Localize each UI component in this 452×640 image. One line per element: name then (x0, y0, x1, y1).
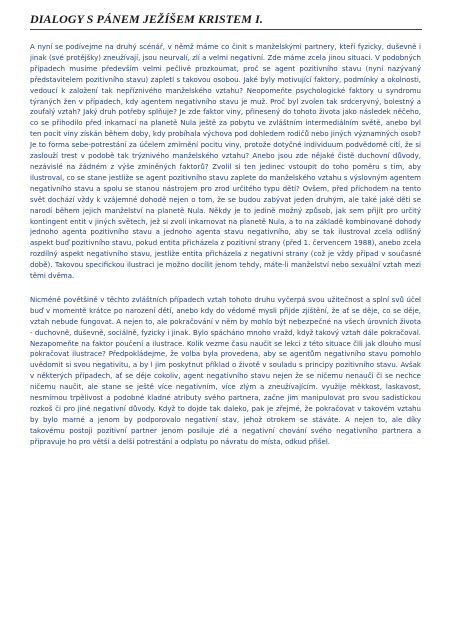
title-underline (30, 29, 422, 30)
document-header (30, 12, 422, 30)
paragraph-2: Nicméně povětšině v těchto zvláštních případech vztah tohoto druhu vyčerpá svou užitečnost a splní svů účel buď v momentě krátce po narození dětí, anebo kdy do vědomé mysli přijde zjištění, že ať se děje, co se děje, vztah nebude fungovat. A nejen to, ale pokračování v něm by mohlo být nebezpečné na všech úrovních života - duchovně, duševně, sociálně, fyzicky i jinak. Bylo spácháno mnoho vražd, když takový vztah dále pokračoval. Nezapomeňte na faktor poučení a ilustrace. Kolik vezme času naučit se lekci z této situace čili jak dlouho musí pokračovat ilustrace? Předpokládejme, že volba byla provedena, aby se agentům negativního stavu pomohlo uvědomit si svou negativitu, a by l jim poskytnut příklad o životě v souladu s principy pozitivního stavu. Avšak v některých případech, ať se děje cokoliv, agent negativního stavu nejen že se ničemu nenaučí či se nechce ničemu naučit, ale stane se ještě více negativním, více zlým a zneužívajícím. využije měkkost, laskavost, nesmírnou trpělivost a podobné kladné atributy svého partnera, začne jím manipulovat pro svou sadistickou rozkoš či pro jiné negativní důvody. Když to dojde tak daleko, pak je zřejmé, že pokračovat v takovém vztahu by bylo marné a jenom by podporovalo negativní stav, jehož otrokem se stáváte. A nejen to, ale díky takovému postoji pozitivní partner jenom posiluje zlé a negativní chování svého negativního partnera a připravuje ho pro větší a delší potrestání a odplatu po návratu do místa, odkud přišel. (30, 295, 421, 446)
document-body (30, 42, 421, 448)
page-title: DIALOGY S PÁNEM JEŽÍŠEM KRISTEM I. (30, 12, 264, 26)
paragraph-1: A nyní se podívejme na druhý scénář, v němž máme co činit s manželskými partnery, kteří fyzicky, duševně i jinak (své protějšky) zneužívají, jsou neurvalí, zlí a velmi negativní. Zde máme zcela jinou situaci. V podobných případech musíme především velmi pečlivě prozkoumat, proč se agent pozitivního stavu (nyní nazývaný představitelem pozitivního stavu) zapletl s takovou osobou. Jaké byly motivující faktory, podmínky a okolnosti, vedoucí k založení tak nepříznivého manželského vztahu? Neopomeňte psychologické faktory u syndromu týraných žen v případech, kdy agentem negativního stavu je muž. Proč byl zvolen tak srdceryvný, bolestný a zoufalý vztah? Jaký druh potřeby splňuje? Je zde faktor viny, přinesený do tohoto života jako následek něčeho, co se přihodilo před inkarnací na planetě Nula ještě za pobytu ve zvláštním intermediálním světě, anebo byl ten pocit viny získán během doby, kdy probíhala výchova pod dohledem rodičů nebo jiných významných osob? Je to forma sebe-potrestání za účelem zmírnění pocitu viny, protože dotyčné individuum podvědomě cítí, že si zaslouží trest v podobě tak trýznivého manželského vztahu? Anebo jsou zde nějaké čistě duchovní důvody, nezávislé na žádném z výše zmíněných faktorů? Zvolil si ten jedinec vstoupit do toho poměru s tím, aby ilustroval, co se stane jestliže se agent pozitivního stavu zaplete do manželského vztahu s výslovným agentem negativního stavu a spolu se stanou nástrojem pro zrod určitého typu dětí? Ovšem, před příchodem na tento svět dochází vždy k vzájemné dohodě nejen o tom, že se budou zabývat jeden druhým, ale také jaké děti se narodí během jejich manželství na planetě Nula. Někdy je to jedině možný způsob, jak sem přijít pro určitý kontingent entit v jiných světech, jež si zvolí inkarnovat na planetě Nula, a to na základě kombinované dohody jednoho agenta pozitivního stavu a jednoho agenta stavu negativního, aby se tak ilustroval zcela odlišný aspekt buď pozitivního stavu, pokud entita přicházela z pozitivní strany (před 1. červencem 1988), anebo zcela rozdílný aspekt negativního stavu, jestliže entita přicházela z negativní strany (což je vždy případ v současné době). Takovou specifickou ilustraci je možno docílit jenom tehdy, máte-li manželství nebo sexuální vztah mezi těmi dvěma. (30, 43, 421, 281)
